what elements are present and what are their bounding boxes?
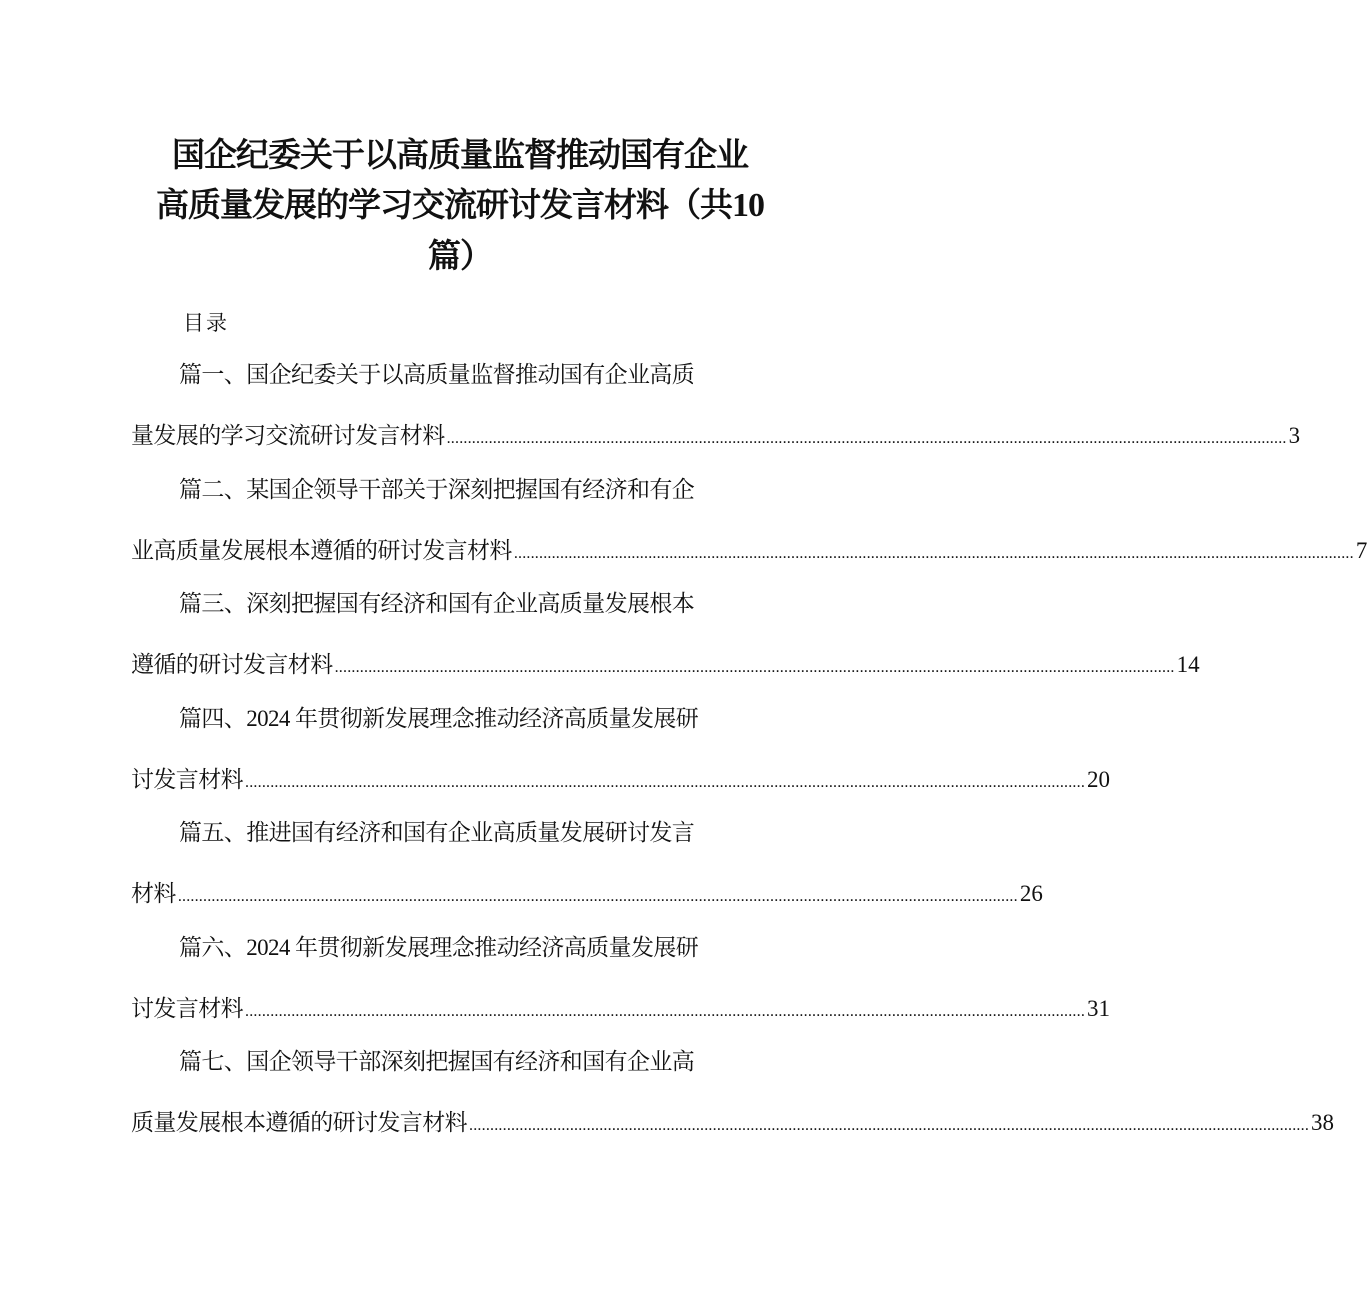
toc-leader-dots: ........................................................................................................................................................................................................ [513,544,1354,562]
toc-entry-title-line1: 篇二、某国企领导干部关于深刻把握国有经济和有企 [179,476,695,503]
toc-entry-title-line1: 篇三、深刻把握国有经济和国有企业高质量发展根本 [179,591,695,617]
toc-entry-title-line1: 篇四、2024 年贯彻新发展理念推动经济高质量发展研 [179,705,699,732]
toc-leader-dots: ........................................................................................................................................................................................................ [446,430,1287,447]
title-line-1: 国企纪委关于以高质量监督推动国有企业 [172,135,748,174]
toc-leader-dots: ........................................................................................................................................................................................................ [177,888,1018,905]
toc-entry-title-line1: 篇五、推进国有经济和国有企业高质量发展研讨发言 [179,820,695,846]
toc-entry-title-text: 质量发展根本遵循的研讨发言材料 [131,1110,468,1136]
toc-entry-title-line2 [131,761,1111,797]
toc-entry-title-text: 材料 [131,881,176,907]
toc-entry-title-line2 [131,417,1301,453]
toc-entry-title-line1: 篇六、2024 年贯彻新发展理念推动经济高质量发展研 [179,934,699,961]
toc-entry[interactable] [0,352,1301,467]
toc-leader-dots: ........................................................................................................................................................................................................ [245,1002,1086,1020]
toc-page-number: 26 [1019,881,1043,906]
toc-leader-dots: ........................................................................................................................................................................................................ [334,659,1175,676]
toc-entry-title-line1: 篇一、国企纪委关于以高质量监督推动国有企业高质 [179,362,695,388]
toc-entry-title-line2 [131,990,1111,1026]
toc-page-number: 7 [1355,537,1367,563]
toc-entry-title-line2 [131,532,1367,568]
toc-entry-title-text: 量发展的学习交流研讨发言材料 [131,423,445,449]
title-count: 10 [732,187,764,224]
toc-entry[interactable] [0,581,1200,696]
toc-page-number: 14 [1176,652,1200,677]
toc-entry-title-line2 [131,1104,1335,1140]
toc-entry-title-line2 [131,646,1200,682]
toc-page-number: 20 [1087,766,1111,792]
toc-page-number: 3 [1288,423,1301,448]
toc-entry-title-text: 讨发言材料 [131,766,244,793]
toc-entry[interactable] [0,696,1111,811]
toc-entry-title-text: 业高质量发展根本遵循的研讨发言材料 [131,537,512,564]
toc-entry-title-line1: 篇七、国企领导干部深刻把握国有经济和国有企业高 [179,1049,695,1075]
document-title [0,130,920,281]
title-line-2 [0,180,920,231]
toc-heading: 目录 [183,311,229,335]
toc-page-number: 31 [1087,995,1111,1021]
toc-entry[interactable] [0,810,1043,925]
title-line-3: 篇） [428,236,492,275]
toc-entry-title-text: 讨发言材料 [131,995,244,1022]
toc-entry-title-text: 遵循的研讨发言材料 [131,652,333,678]
table-of-contents [0,352,1367,1154]
toc-entry[interactable] [0,925,1111,1040]
toc-entry[interactable] [0,1039,1335,1154]
toc-leader-dots: ........................................................................................................................................................................................................ [245,773,1086,791]
toc-page-number: 38 [1311,1110,1335,1135]
toc-leader-dots: ........................................................................................................................................................................................................ [469,1117,1310,1134]
title-line-2-text: 高质量发展的学习交流研讨发言材料（共 [156,185,732,224]
toc-entry[interactable] [0,467,1367,582]
toc-entry-title-line2 [131,875,1043,911]
